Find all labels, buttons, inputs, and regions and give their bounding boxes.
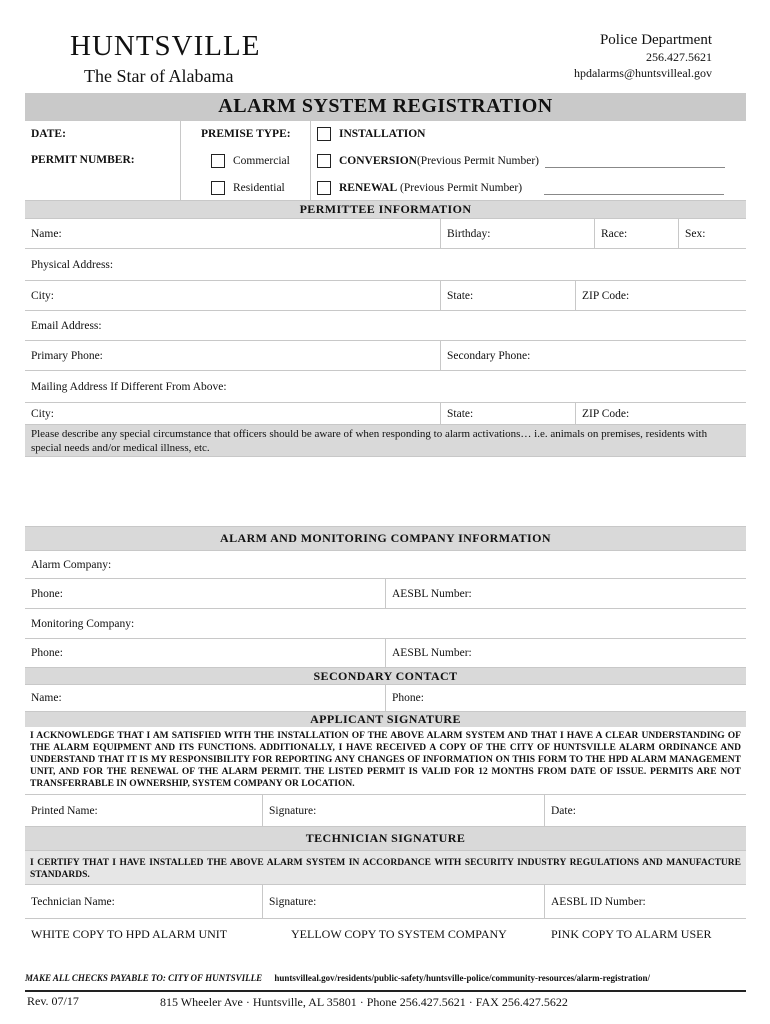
- department-name: Police Department: [599, 32, 712, 48]
- residential-label: Residential: [233, 181, 285, 194]
- technician-header: TECHNICIAN SIGNATURE: [25, 827, 746, 851]
- state-field[interactable]: State:: [440, 281, 575, 310]
- applicant-sign-row: [25, 795, 746, 827]
- commercial-checkbox[interactable]: [211, 154, 225, 168]
- applicant-signature-field[interactable]: Signature:: [262, 795, 544, 826]
- monitoring-company-field[interactable]: Monitoring Company:: [31, 617, 135, 630]
- name-field[interactable]: Name:: [31, 227, 62, 240]
- conversion-note: (Previous Permit Number): [416, 154, 539, 167]
- conversion-checkbox[interactable]: [317, 154, 331, 168]
- installation-label: INSTALLATION: [339, 128, 426, 140]
- mailing-row: [25, 371, 746, 403]
- technician-statement: I CERTIFY THAT I HAVE INSTALLED THE ABOVE ALARM SYSTEM IN ACCORDANCE WITH SECURITY INDUSTRY REGULATIONS AND MANUFACTURE STANDARDS.: [25, 851, 746, 885]
- department-email: hpdalarms@huntsvilleal.gov: [573, 66, 712, 80]
- monitoring-aesbl-field[interactable]: AESBL Number:: [385, 639, 746, 667]
- secondary-phone-field[interactable]: Phone:: [385, 685, 746, 711]
- payable-note: MAKE ALL CHECKS PAYABLE TO: CITY OF HUNTSVILLE: [25, 973, 263, 983]
- revision-label: Rev. 07/17: [27, 994, 79, 1008]
- email-row: [25, 311, 746, 341]
- mailing-city-field[interactable]: City:: [31, 407, 55, 420]
- secondary-contact-row: [25, 685, 746, 712]
- footer-address: 815 Wheeler Ave · Huntsville, AL 35801 · Phone 256.427.5621 · FAX 256.427.5622: [160, 995, 568, 1009]
- phone-row: [25, 341, 746, 371]
- applicant-date-field[interactable]: Date:: [544, 795, 746, 826]
- applicant-header: APPLICANT SIGNATURE: [25, 712, 746, 727]
- race-field[interactable]: Race:: [594, 219, 678, 248]
- company-header: ALARM AND MONITORING COMPANY INFORMATION: [25, 527, 746, 551]
- technician-signature-field[interactable]: Signature:: [262, 885, 544, 918]
- email-field[interactable]: Email Address:: [31, 319, 102, 332]
- conversion-permit-field[interactable]: [545, 153, 725, 168]
- conversion-option[interactable]: [310, 147, 746, 174]
- renewal-note: (Previous Permit Number): [400, 181, 523, 194]
- registration-form: [25, 93, 746, 949]
- alarm-phone-row: [25, 579, 746, 609]
- mailing-state-field[interactable]: State:: [440, 403, 575, 424]
- primary-phone-field[interactable]: Primary Phone:: [31, 349, 103, 362]
- alarm-aesbl-field[interactable]: AESBL Number:: [385, 579, 746, 608]
- residential-checkbox[interactable]: [211, 181, 225, 195]
- mailing-zip-field[interactable]: ZIP Code:: [575, 403, 746, 424]
- footer-payment-line: [25, 973, 746, 983]
- conversion-label: CONVERSION: [339, 154, 417, 167]
- department-phone: 256.427.5621: [646, 50, 712, 64]
- installation-checkbox[interactable]: [317, 127, 331, 141]
- secondary-contact-header: SECONDARY CONTACT: [25, 668, 746, 685]
- applicant-statement: I ACKNOWLEDGE THAT I AM SATISFIED WITH THE INSTALLATION OF THE ABOVE ALARM SYSTEM AND THAT I HAVE A CLEAR UNDERSTANDING OF THE ALARM EQUIPMENT AND ITS FUNCTIONS. ADDITIONALLY, I HAVE RECEIVED A COPY OF THE CITY OF HUNTSVILLE ALARM ORDINANCE AND UNDERSTAND THAT IT IS MY RESPONSIBILITY FOR REPORTING ANY CHANGES OF INFORMATION ON THIS FORM TO THE HPD ALARM MANAGEMENT UNIT, AND FOR THE RENEWAL OF THE ALARM PERMIT. THE LISTED PERMIT IS VALID FOR 12 MONTHS FROM DATE OF ISSUE. PERMITS ARE NOT TRANSFERRABLE IN OWNERSHIP, SYSTEM COMPANY OR LOCATION.: [25, 727, 746, 795]
- permit-number-label: PERMIT NUMBER:: [31, 154, 135, 166]
- secondary-phone-field[interactable]: Secondary Phone:: [440, 341, 746, 370]
- circumstance-field[interactable]: [25, 457, 746, 527]
- commercial-option[interactable]: [180, 147, 310, 174]
- residential-option[interactable]: [180, 174, 310, 201]
- printed-name-field[interactable]: Printed Name:: [31, 804, 98, 817]
- monitoring-phone-row: [25, 639, 746, 668]
- renewal-permit-field[interactable]: [544, 180, 724, 195]
- technician-name-field[interactable]: Technician Name:: [31, 895, 115, 908]
- pink-copy-note: PINK COPY TO ALARM USER: [551, 926, 712, 941]
- form-top-block: [25, 121, 746, 201]
- renewal-option[interactable]: [310, 174, 746, 201]
- alarm-company-field[interactable]: Alarm Company:: [31, 558, 112, 571]
- date-label: DATE:: [31, 128, 66, 140]
- commercial-label: Commercial: [233, 154, 290, 167]
- mailing-address-field[interactable]: Mailing Address If Different From Above:: [31, 380, 227, 393]
- renewal-label: RENEWAL: [339, 181, 398, 194]
- birthday-field[interactable]: Birthday:: [440, 219, 594, 248]
- secondary-name-field[interactable]: Name:: [31, 692, 62, 704]
- circumstance-prompt: Please describe any special circumstance that officers should be aware of when responding to alarm activations… i.e. animals on premises, residents with special needs and/or medical illness, etc.: [25, 425, 746, 457]
- sex-field[interactable]: Sex:: [678, 219, 746, 248]
- premise-type-label: PREMISE TYPE:: [180, 121, 310, 147]
- form-title: ALARM SYSTEM REGISTRATION: [25, 93, 746, 121]
- city-field[interactable]: City:: [31, 289, 55, 302]
- zip-field[interactable]: ZIP Code:: [575, 281, 746, 310]
- monitoring-phone-field[interactable]: Phone:: [31, 647, 63, 659]
- city-row: [25, 281, 746, 311]
- copies-row: [25, 919, 746, 949]
- technician-aesbl-field[interactable]: AESBL ID Number:: [544, 885, 746, 918]
- registration-url[interactable]: huntsvilleal.gov/residents/public-safety/huntsville-police/community-resources/alarm-registration/: [274, 973, 650, 983]
- footer-divider: [25, 990, 746, 992]
- alarm-phone-field[interactable]: Phone:: [31, 587, 63, 600]
- installation-option[interactable]: [310, 121, 746, 147]
- monitoring-row: [25, 609, 746, 639]
- city2-row: [25, 403, 746, 425]
- city-tagline: The Star of Alabama: [84, 66, 234, 86]
- renewal-checkbox[interactable]: [317, 181, 331, 195]
- alarm-company-row: [25, 551, 746, 579]
- yellow-copy-note: YELLOW COPY TO SYSTEM COMPANY: [291, 926, 507, 941]
- white-copy-note: WHITE COPY TO HPD ALARM UNIT: [31, 926, 228, 941]
- physical-address-row: [25, 249, 746, 281]
- technician-sign-row: [25, 885, 746, 919]
- permittee-name-row: [25, 219, 746, 249]
- physical-address-field[interactable]: Physical Address:: [31, 258, 114, 271]
- city-logo-text: HUNTSVILLE: [70, 30, 261, 62]
- permittee-header: PERMITTEE INFORMATION: [25, 201, 746, 219]
